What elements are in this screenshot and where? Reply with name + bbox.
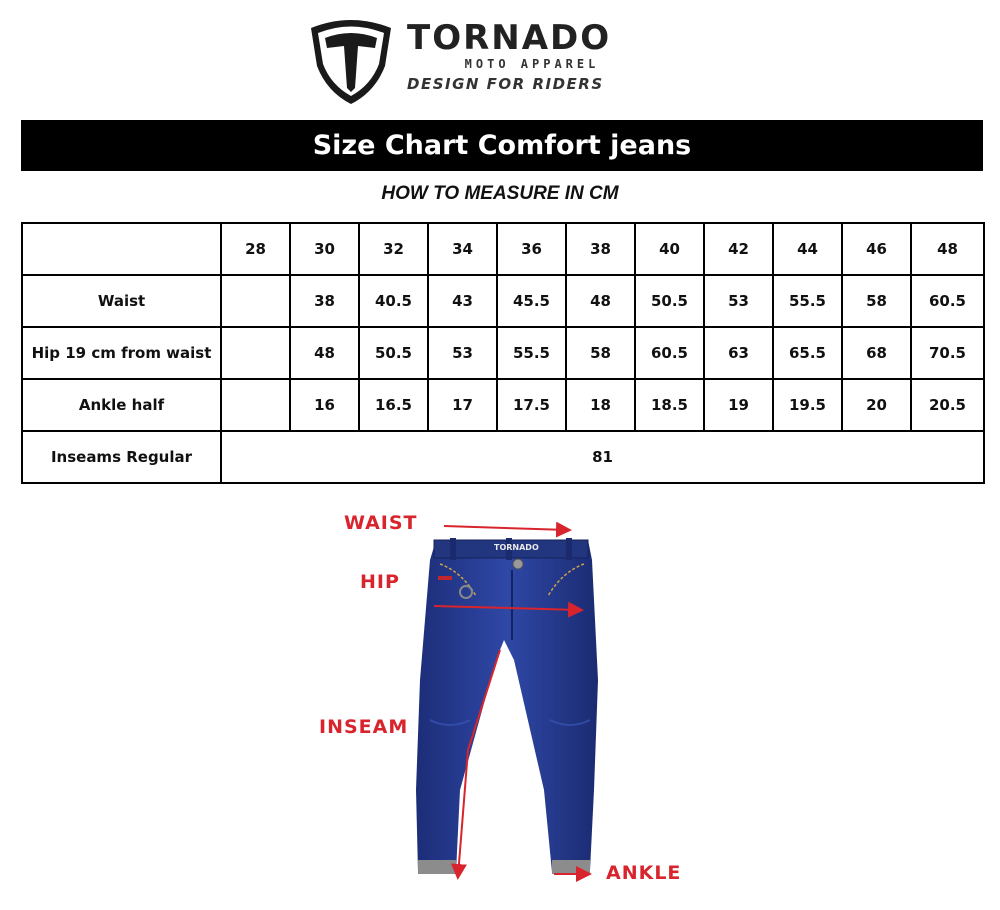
shield-logo-icon xyxy=(305,18,397,106)
table-cell: 55.5 xyxy=(497,327,566,379)
jeans-body xyxy=(416,540,598,872)
table-row-hip xyxy=(22,327,984,379)
row-label-ankle: Ankle half xyxy=(22,379,221,431)
table-cell: 53 xyxy=(428,327,497,379)
row-label-inseam: Inseams Regular xyxy=(22,431,221,483)
waistband-brand: TORNADO xyxy=(494,543,539,552)
inseam-label: INSEAM xyxy=(319,716,409,738)
table-cell: 65.5 xyxy=(773,327,842,379)
size-header-cell: 30 xyxy=(290,223,359,275)
size-header-cell: 36 xyxy=(497,223,566,275)
size-header-cell: 42 xyxy=(704,223,773,275)
page-title: Size Chart Comfort jeans xyxy=(21,120,983,171)
jeans-diagram xyxy=(300,500,700,900)
table-cell: 38 xyxy=(290,275,359,327)
table-cell xyxy=(221,327,290,379)
size-header-cell: 40 xyxy=(635,223,704,275)
table-row-inseam xyxy=(22,431,984,483)
size-header-cell: 28 xyxy=(221,223,290,275)
table-cell: 19 xyxy=(704,379,773,431)
waist-label: WAIST xyxy=(344,512,418,534)
right-cuff xyxy=(552,860,590,874)
row-label-waist: Waist xyxy=(22,275,221,327)
table-cell: 45.5 xyxy=(497,275,566,327)
table-cell: 17.5 xyxy=(497,379,566,431)
size-header-cell: 34 xyxy=(428,223,497,275)
table-header-row xyxy=(22,223,984,275)
table-cell: 18 xyxy=(566,379,635,431)
waist-arrow xyxy=(444,526,568,530)
table-cell: 50.5 xyxy=(635,275,704,327)
size-chart-table xyxy=(21,222,985,484)
size-header-cell: 46 xyxy=(842,223,911,275)
button-icon xyxy=(513,559,523,569)
size-header-cell: 44 xyxy=(773,223,842,275)
brand-tagline: DESIGN FOR RIDERS xyxy=(407,75,604,93)
table-cell xyxy=(221,379,290,431)
brand-logo xyxy=(305,18,665,108)
brand-name: TORNADO xyxy=(407,18,612,58)
table-cell xyxy=(221,275,290,327)
table-row-ankle xyxy=(22,379,984,431)
table-row-waist xyxy=(22,275,984,327)
table-cell: 58 xyxy=(842,275,911,327)
table-cell: 20 xyxy=(842,379,911,431)
table-cell: 68 xyxy=(842,327,911,379)
table-cell: 48 xyxy=(290,327,359,379)
table-cell: 53 xyxy=(704,275,773,327)
table-cell: 50.5 xyxy=(359,327,428,379)
table-cell: 18.5 xyxy=(635,379,704,431)
table-cell: 43 xyxy=(428,275,497,327)
size-header-cell: 38 xyxy=(566,223,635,275)
table-cell: 16.5 xyxy=(359,379,428,431)
inseam-value-cell: 81 xyxy=(221,431,984,483)
measure-subtitle: HOW TO MEASURE IN CM xyxy=(381,183,619,204)
table-cell: 20.5 xyxy=(911,379,984,431)
left-cuff xyxy=(418,860,456,874)
table-cell: 70.5 xyxy=(911,327,984,379)
table-cell: 19.5 xyxy=(773,379,842,431)
table-cell: 17 xyxy=(428,379,497,431)
table-cell: 60.5 xyxy=(635,327,704,379)
table-cell: 63 xyxy=(704,327,773,379)
table-cell: 48 xyxy=(566,275,635,327)
table-cell: 58 xyxy=(566,327,635,379)
row-label-hip: Hip 19 cm from waist xyxy=(22,327,221,379)
table-cell: 60.5 xyxy=(911,275,984,327)
size-header-cell: 48 xyxy=(911,223,984,275)
table-cell: 16 xyxy=(290,379,359,431)
size-header-cell: 32 xyxy=(359,223,428,275)
ankle-label: ANKLE xyxy=(606,862,682,884)
corner-cell xyxy=(22,223,221,275)
hip-label: HIP xyxy=(360,571,400,593)
jeans-illustration xyxy=(300,500,700,900)
table-cell: 40.5 xyxy=(359,275,428,327)
brand-subtitle: MOTO APPAREL xyxy=(464,57,600,71)
red-tag xyxy=(438,576,452,580)
table-cell: 55.5 xyxy=(773,275,842,327)
